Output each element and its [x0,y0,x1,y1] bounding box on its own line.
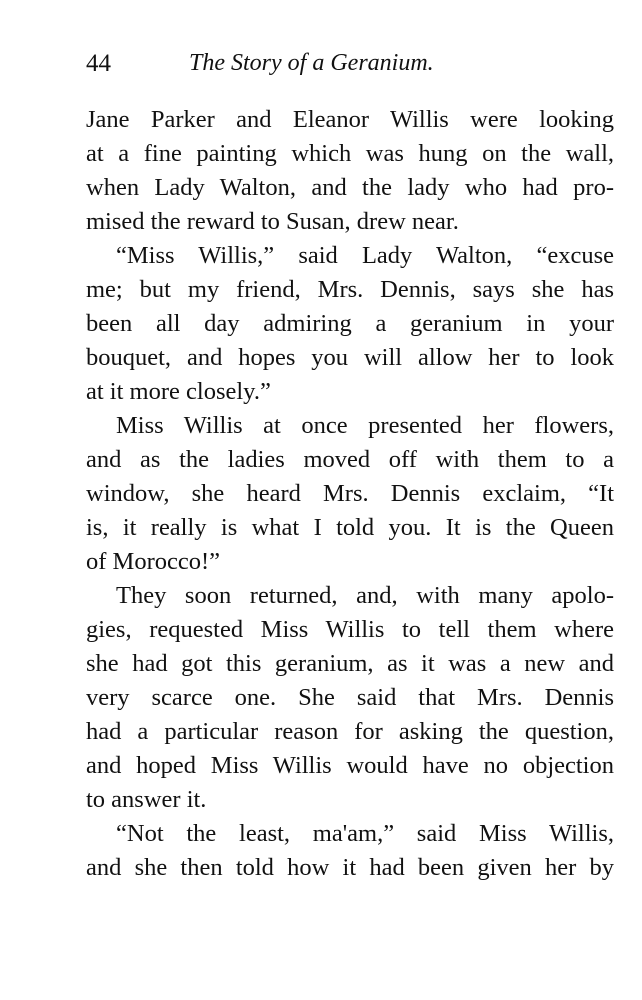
text-line: of Morocco!” [86,548,221,575]
text-line: and hoped Miss Willis would have no objection [86,752,614,779]
page-number: 44 [86,50,111,77]
text-line: bouquet, and hopes you will allow her to look [86,344,614,371]
text-line: to answer it. [86,786,207,813]
text-line: and as the ladies moved off with them to a [86,446,614,473]
body-text [86,103,614,885]
text-line: window, she heard Mrs. Dennis exclaim, “It [86,480,614,507]
text-line: very scarce one. She said that Mrs. Dennis [86,684,614,711]
text-line: “Miss Willis,” said Lady Walton, “excuse [116,242,614,269]
text-line: and she then told how it had been given her by [86,854,614,881]
page-header [86,50,526,90]
running-title: The Story of a Geranium. [189,50,434,76]
text-line: been all day admiring a geranium in your [86,310,614,337]
text-line: she had got this geranium, as it was a new and [86,650,614,677]
text-line: at it more closely.” [86,378,271,405]
text-line: is, it really is what I told you. It is the Queen [86,514,614,541]
text-line: They soon returned, and, with many apolo- [116,582,614,609]
text-line: had a particular reason for asking the question, [86,718,614,745]
text-line: me; but my friend, Mrs. Dennis, says she has [86,276,614,303]
text-line: gies, requested Miss Willis to tell them where [86,616,614,643]
text-line: at a fine painting which was hung on the wall, [86,140,614,167]
text-line: “Not the least, ma'am,” said Miss Willis, [116,820,614,847]
text-line: Jane Parker and Eleanor Willis were looking [86,106,614,133]
text-line: mised the reward to Susan, drew near. [86,208,459,235]
text-line: when Lady Walton, and the lady who had pro- [86,174,614,201]
text-line: Miss Willis at once presented her flowers, [116,412,614,439]
